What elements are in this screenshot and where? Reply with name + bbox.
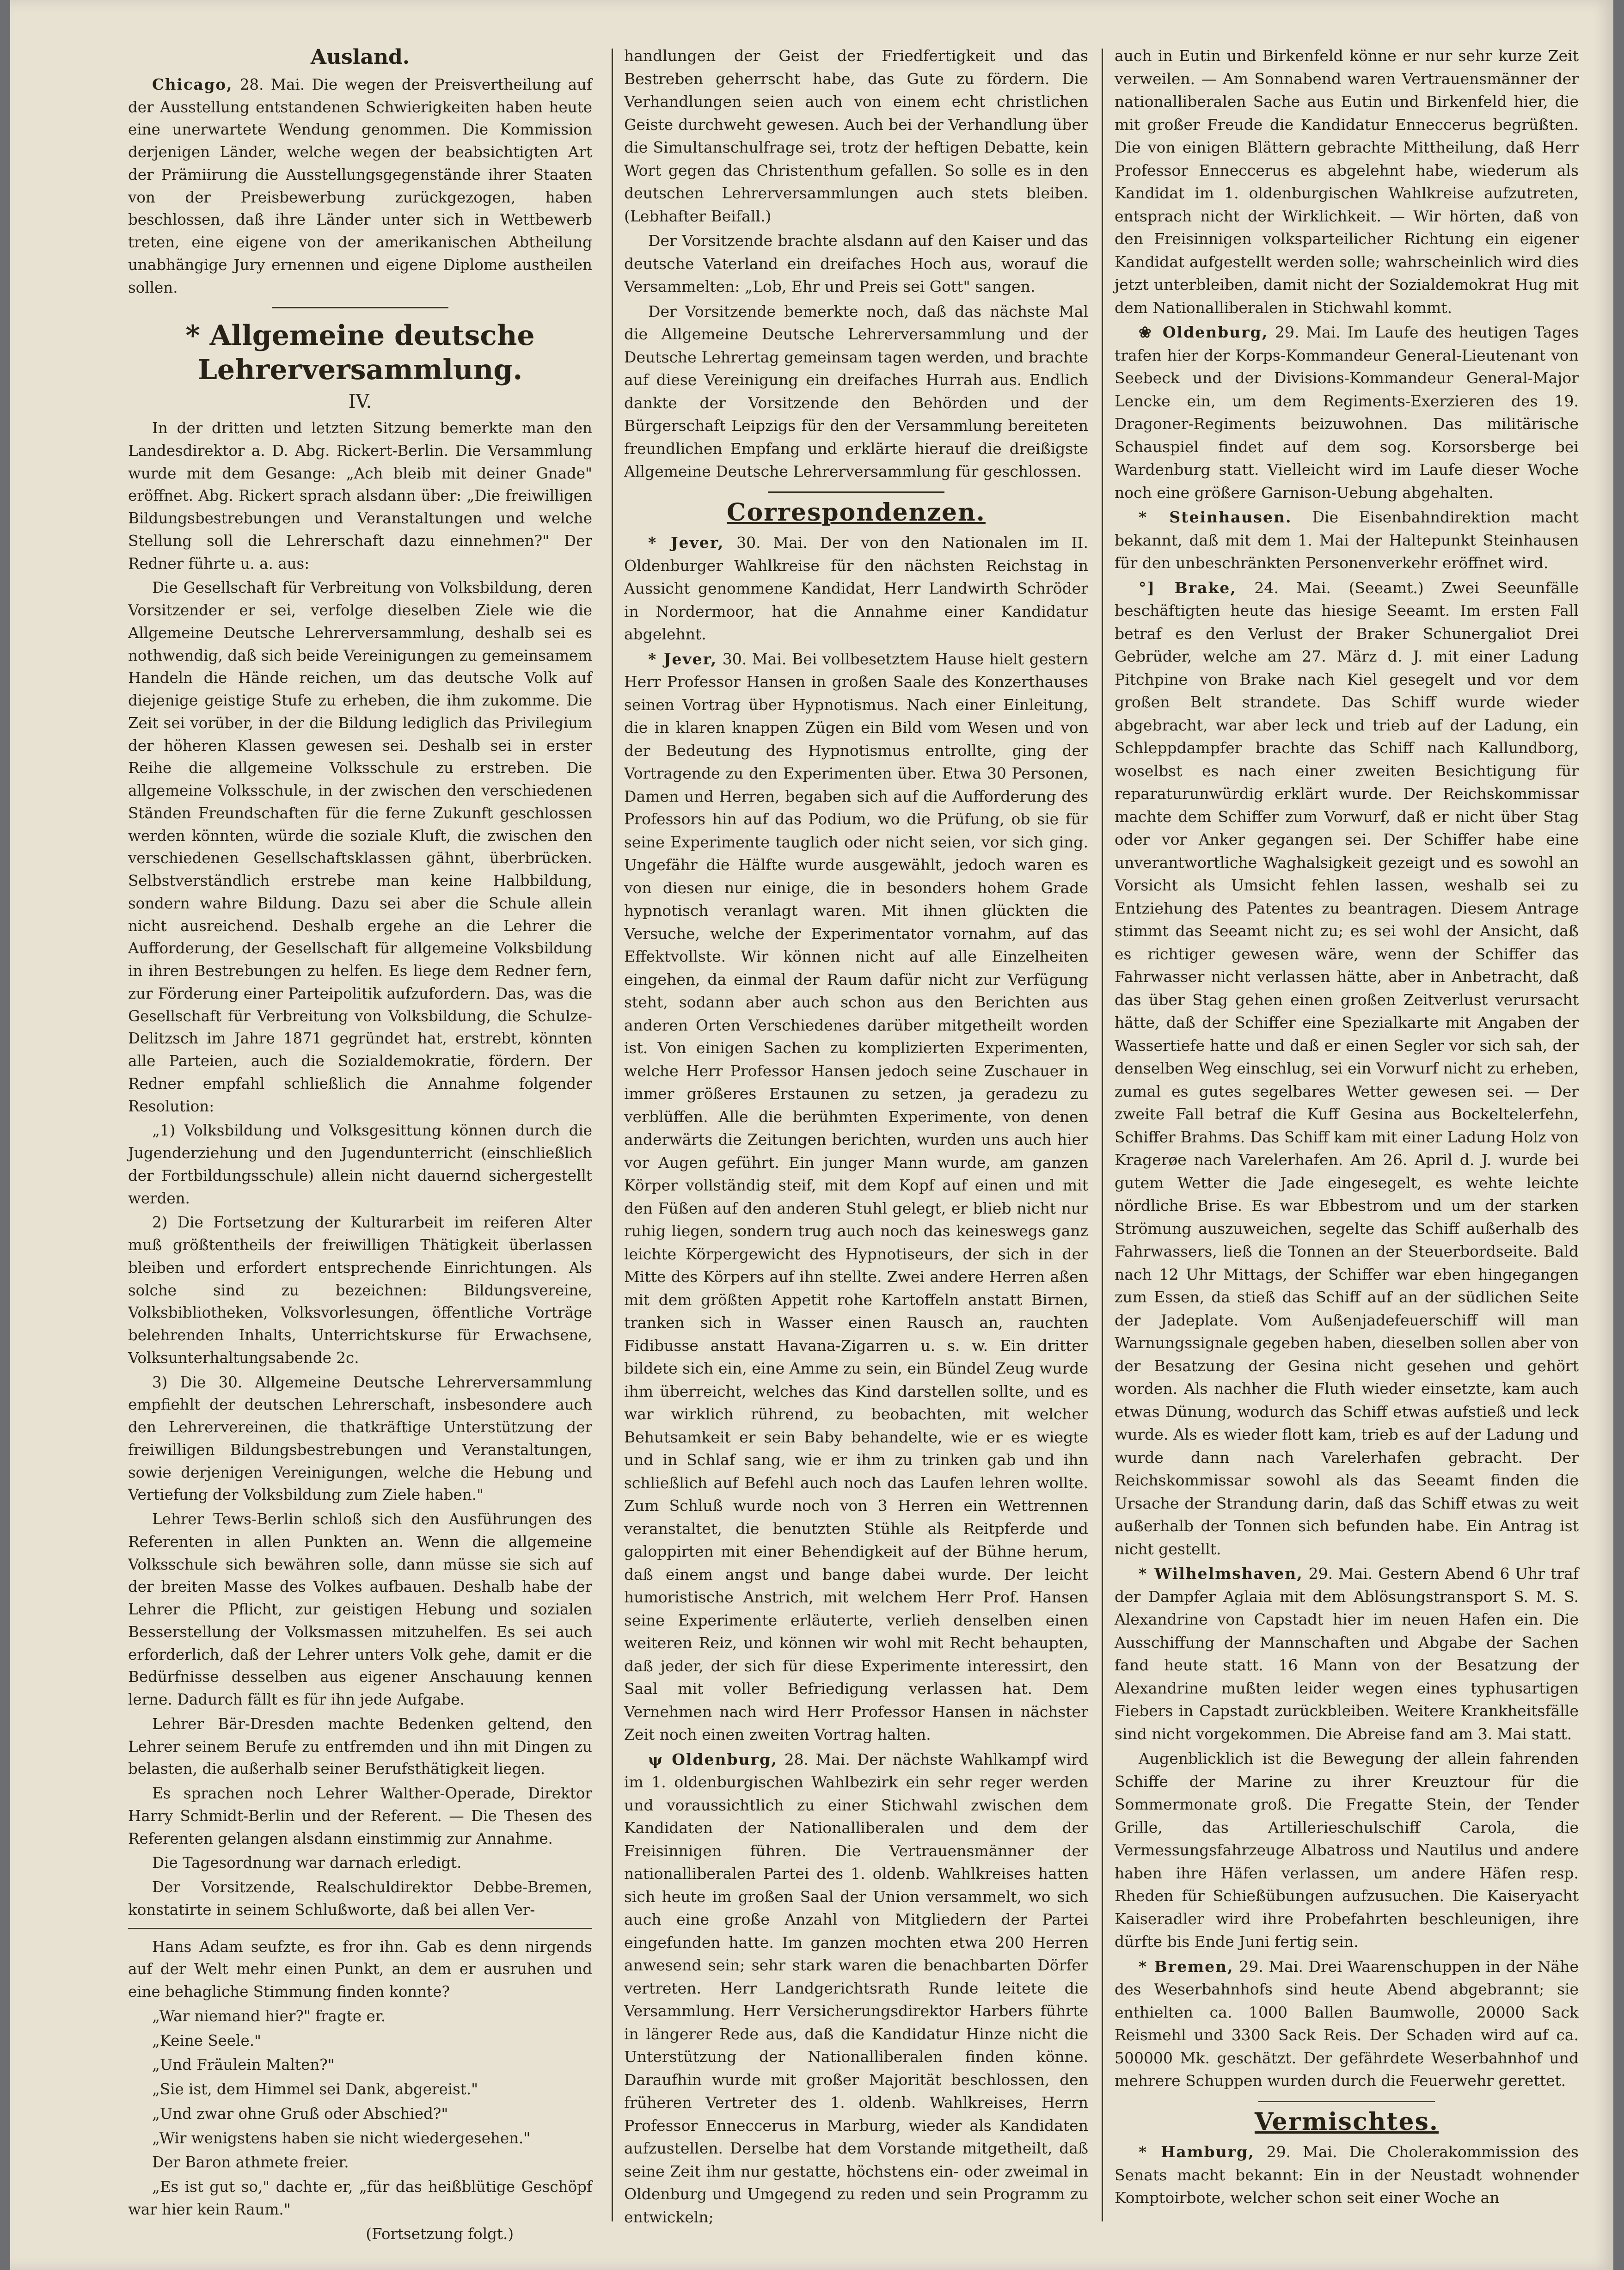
column-2 bbox=[624, 44, 1088, 2230]
divider bbox=[768, 491, 944, 493]
paragraph: Die Tagesordnung war darnach erledigt. bbox=[152, 1854, 462, 1872]
news-text: Die Eisenbahndirektion macht bekannt, daß mit dem 1. Mai der Haltepunkt Steinhausen für den unbeschränkten Personenverkehr eröffnet wird. bbox=[1115, 508, 1579, 572]
news-item bbox=[1115, 321, 1579, 504]
column-rule bbox=[1102, 49, 1103, 2221]
column-3 bbox=[1115, 44, 1579, 2211]
resolution-item: „1) Volksbildung und Volksgesittung können durch die Jugenderziehung und den Jugendunterricht (einschließlich der Fortbildungsschule) allein nicht dauernd sichergestellt werden. bbox=[128, 1122, 592, 1207]
dateline: ❀ Oldenburg, bbox=[1139, 323, 1269, 341]
article-headline: * Allgemeine deutsche Lehrerversammlung. bbox=[185, 319, 535, 387]
dateline: * Jever, bbox=[648, 650, 717, 668]
feuilleton-line: „Und zwar ohne Gruß oder Abschied?" bbox=[152, 2104, 448, 2123]
paragraph: Lehrer Bär-Dresden machte Bedenken geltend, den Lehrer seinem Berufe zu entfremden und ihn mit Dingen zu belasten, die außerhalb seiner Berufsthätigkeit liegen. bbox=[128, 1715, 592, 1778]
column-1 bbox=[128, 44, 592, 2247]
paragraph: auch in Eutin und Birkenfeld könne er nur sehr kurze Zeit verweilen. — Am Sonnabend waren Vertrauensmänner der nationalliberalen Sache aus Eutin und Birkenfeld hier, die mit großer Freude die Kandidatur Enneccerus begrüßten. Die von einigen Blättern gebrachte Mittheilung, daß Herr Professor Enneccerus es abgelehnt habe, wiederum als Kandidat im 1. oldenburgischen Wahlkreise aufzutreten, entsprach nicht der Wirklichkeit. — Wir hörten, daß von den Freisinnigen volksparteilicher Richtung ein eigener Kandidat aufgestellt werden solle; wahrscheinlich wird dies jetzt unterbleiben, damit nicht der Sozialdemokrat Hug mit dem Nationalliberalen in Stichwahl kommt. bbox=[1115, 47, 1579, 317]
news-text: 30. Mai. Bei vollbesetztem Hause hielt gestern Herr Professor Hansen in großen Saale des Konzerthauses seinen Vortrag über Hypnotismus. Nach einer Einleitung, die in klaren knappen Zügen ein Bild vom Wesen und von der Bedeutung des Hypnotismus entrollte, ging der Vortragende zu den Experimenten über. Etwa 30 Personen, Damen und Herren, begaben sich auf die Aufforderung des Professors hin auf das Podium, wo die Prüfung, ob sie für seine Experimente tauglich oder nicht seien, vor sich ging. Ungefähr die Hälfte wurde ausgewählt, jedoch waren es von diesen nur einige, die in besonders hohem Grade hypnotisch veranlagt waren. Mit ihnen glückten die Versuche, welche der Experimentator vornahm, auf das Effektvollste. Wir können nicht auf alle Einzelheiten eingehen, da einmal der Raum dafür nicht zur Verfügung steht, sodann aber auch schon aus den Berichten aus anderen Orten Verschiedenes darüber mitgetheilt worden ist. Von einigen Sachen zu komplizierten Experimenten, welche Herr Professor Hansen jedoch seine Zuschauer in immer größeres Erstaunen zu setzen, ja geradezu zu verblüffen. Alle die berühmten Experimente, von denen anderwärts die Zeitungen berichten, wurden uns auch hier vor Augen geführt. Ein junger Mann wurde, am ganzen Körper vollständig steif, mit dem Kopf auf einen und mit den Füßen auf den anderen Stuhl gelegt, er blieb nicht nur ruhig liegen, sondern trug auch noch das keineswegs ganz leichte Körpergewicht des Hypnotiseurs, der sich in der Mitte des Körpers auf ihn stellte. Zwei andere Herren aßen mit dem größten Appetit rohe Kartoffeln anstatt Birnen, tranken sich in Wasser einen Rausch an, rauchten Fidibusse anstatt Havana-Zigarren u. s. w. Ein dritter bildete sich ein, eine Amme zu sein, ein Bündel Zeug wurde ihm überreicht, welches das Kind darstellen sollte, und es war wirklich rührend, zu beobachten, mit welcher Behutsamkeit er sein Baby behandelte, wie er es wiegte und in Schlaf sang, wie er ihm zu trinken gab und ihn schließlich auf Befehl auch noch das Laufen lehren wollte. Zum Schluß wurde noch von 3 Herren ein Wettrennen veranstaltet, die benutzten Stühle als Reitpferde und galoppirten mit einer Behendigkeit auf der Bühne herum, daß einem angst und bange dabei wurde. Der leicht humoristische Anstrich, mit welchem Herr Prof. Hansen seine Experimente erläuterte, verlieh denselben einen weiteren Reiz, und können wir wohl mit Recht behaupten, daß jeder, der sich für diese Experimente interessirt, den Saal mit voller Befriedigung verlassen hat. Dem Vernehmen nach wird Herr Professor Hansen in nächster Zeit noch einen zweiten Vortrag halten. bbox=[624, 650, 1089, 1743]
news-item bbox=[128, 74, 592, 299]
paragraph: Die Gesellschaft für Verbreitung von Volksbildung, deren Vorsitzender er sei, verfolge dieselben Ziele wie die Allgemeine Deutsche Lehrerversammlung, deshalb sei es nothwendig, daß sich beide Vereinigungen zu gemeinsamem Handeln die Hände reichen, um das deutsche Volk auf diejenige geistige Stufe zu erheben, die ihm zukomme. Die Zeit sei vorüber, in der die Bildung lediglich das Privilegium der höheren Klassen gewesen sei. Deshalb sei in erster Reihe die allgemeine Volksschule zu erstreben. Die allgemeine Volksschule, in der zwischen den verschiedenen Ständen Freundschaften für die ferne Zukunft geschlossen werden könnten, würde die soziale Kluft, die zwischen den verschiedenen Gesellschaftsklassen gähnt, überbrücken. Selbstverständlich erstrebe man keine Halbbildung, sondern wahre Bildung. Dazu sei aber die Schule allein nicht ausreichend. Deshalb ergehe an die Lehrer die Aufforderung, der Gesellschaft für allgemeine Volksbildung in ihren Bestrebungen zu helfen. Es liege dem Redner fern, zur Förderung einer Parteipolitik aufzufordern. Das, was die Gesellschaft für Verbreitung von Volksbildung, die Schulze-Delitzsch im Jahre 1871 gegründet hat, erstrebt, könnten alle Parteien, auch die Sozialdemokratie, fördern. Der Redner empfahl schließlich die Annahme folgender Resolution: bbox=[128, 579, 592, 1115]
news-item bbox=[1115, 577, 1579, 1561]
news-text: 30. Mai. Der von den Nationalen im II. Oldenburger Wahlkreise für den nächsten Reichstag in Aussicht genommene Kandidat, Herr Landwirth Schröder in Nordermoor, hat die Annahme einer Kandidatur abgelehnt. bbox=[624, 534, 1089, 643]
paragraph: handlungen der Geist der Friedfertigkeit und das Bestreben geherrscht habe, das Gute zu fördern. Die Verhandlungen seien auch von einem echt christlichen Geiste durchweht gewesen. Auch bei der Verhandlung über die Simultanschulfrage sei, trotz der heftigen Debatte, kein Wort gegen das Christenthum gefallen. So solle es in den deutschen Lehrerversammlungen auch stets bleiben. (Lebhafter Beifall.) bbox=[624, 47, 1088, 225]
paragraph: Der Vorsitzende bemerkte noch, daß das nächste Mal die Allgemeine Deutsche Lehrerversammlung und der Deutsche Lehrertag gemeinsam tagen werden, und brachte auf diese Vereinigung ein dreifaches Hurrah aus. Endlich dankte der Vorsitzende den Behörden und der Bürgerschaft Leipzigs für den der Versammlung bereiteten freundlichen Empfang und erklärte hierauf die dreißigste Allgemeine Deutsche Lehrerversammlung für geschlossen. bbox=[624, 302, 1088, 480]
news-text: 29. Mai. Drei Waarenschuppen in der Nähe des Weserbahnhofs sind heute Abend abgebrannt; sie enthielten ca. 1000 Ballen Baumwolle, 20000 Sack Reismehl und 3300 Sack Reis. Der Schaden wird auf ca. 500000 Mk. geschätzt. Der gefährdete Weserbahnhof und mehrere Schuppen wurden durch die Feuerwehr gerettet. bbox=[1115, 1957, 1579, 2090]
paragraph: Der Vorsitzende brachte alsdann auf den Kaiser und das deutsche Vaterland ein dreifaches Hoch aus, worauf die Versammelten: „Lob, Ehr und Preis sei Gott" sangen. bbox=[624, 232, 1088, 295]
part-number: IV. bbox=[348, 391, 372, 413]
section-heading: Ausland. bbox=[310, 45, 410, 69]
dateline: * Jever, bbox=[648, 534, 724, 552]
divider bbox=[272, 307, 448, 308]
news-text: 28. Mai. Der nächste Wahlkampf wird im 1. oldenburgischen Wahlbezirk ein sehr reger werden und voraussichtlich zu einer Stichwahl zwischen dem Kandidaten der Nationalliberalen und dem der Freisinnigen führen. Die Vertrauensmänner der nationalliberalen Partei des 1. oldenb. Wahlkreises hatten sich heute im großen Saal der Union versammelt, wo sich auch eine große Anzahl von Mitgliedern der Partei eingefunden hatte. Im ganzen mochten etwa 200 Herren anwesend sein; sehr stark waren die benachbarten Dörfer vertreten. Herr Landgerichtsrath Runde leitete die Versammlung. Herr Versicherungsdirektor Harbers führte in längerer Rede aus, daß die Kandidatur Hinze nicht die Unterstützung der Nationalliberalen finden könne. Daraufhin wurde mit großer Majorität beschlossen, den früheren Vertreter des 1. oldenb. Wahlkreises, Herrn Professor Enneccerus in Marburg, wieder als Kandidaten aufzustellen. Derselbe hat dem Vorstande mitgetheilt, daß seine Zeit ihm nur gestatte, höchstens ein- oder zweimal in Oldenburg und Umgegend zu reden und sein Programm zu entwickeln; bbox=[624, 1750, 1088, 2226]
section-heading: Correspondenzen. bbox=[727, 498, 986, 527]
feuilleton-paragraph: Hans Adam seufzte, es fror ihn. Gab es denn nirgends auf der Welt mehr einen Punkt, an dem er ausruhen und eine behagliche Stimmung finden konnte? bbox=[128, 1938, 592, 2000]
newspaper-page bbox=[10, 0, 1613, 2270]
news-item bbox=[624, 531, 1088, 646]
news-item bbox=[624, 648, 1088, 1746]
paragraph: In der dritten und letzten Sitzung bemerkte man den Landesdirektor a. D. Abg. Rickert-Berlin. Die Versammlung wurde mit dem Gesange: „Ach bleib mit deiner Gnade" eröffnet. Abg. Rickert sprach alsdann über: „Die freiwilligen Bildungsbestrebungen und Veranstaltungen und welche Stellung soll die Lehrerschaft dazu einnehmen?" Der Redner führte u. a. aus: bbox=[128, 419, 592, 572]
feuilleton-line: „Und Fräulein Malten?" bbox=[152, 2056, 335, 2074]
dateline: ψ Oldenburg, bbox=[648, 1750, 778, 1768]
news-text: 29. Mai. Im Laufe des heutigen Tages trafen hier der Korps-Kommandeur General-Lieutenant von Seebeck und der Divisions-Kommandeur General-Major Lencke ein, um dem Regiments-Exerzieren des 19. Dragoner-Regiments beizuwohnen. Das militärische Schauspiel findet auf dem sog. Korsorsberge bei Wardenburg statt. Vielleicht wird im Laufe dieser Woche noch eine größere Garnison-Uebung abgehalten. bbox=[1115, 323, 1579, 502]
feuilleton-line: „Es ist gut so," dachte er, „für das heißblütige Geschöpf war hier kein Raum." bbox=[128, 2178, 592, 2218]
feuilleton-divider bbox=[128, 1928, 592, 1929]
feuilleton-line: Der Baron athmete freier. bbox=[152, 2153, 349, 2172]
news-item bbox=[1115, 506, 1579, 575]
news-text: 29. Mai. Die Cholerakommission des Senats macht bekannt: Ein in der Neustadt wohnender Komptoirbote, welcher schon seit einer Woche an bbox=[1115, 2143, 1579, 2207]
news-text: 28. Mai. Die wegen der Preisvertheilung auf der Ausstellung entstandenen Schwierigkeiten haben heute eine unerwartete Wendung genommen. Die Kommission derjenigen Länder, welche wegen der beabsichtigten Art der Prämiirung die Ausstellungsgegenstände ihrer Staaten von der Preisbewerbung zurückgezogen, haben beschlossen, daß ihre Länder unter sich in Wettbewerb treten, eine eigene von der amerikanischen Abtheilung unabhängige Jury ernennen und eigene Diplome austheilen sollen. bbox=[128, 75, 592, 296]
continuation-note: (Fortsetzung folgt.) bbox=[366, 2225, 514, 2243]
news-item bbox=[624, 1748, 1088, 2229]
divider bbox=[1258, 2101, 1435, 2102]
feuilleton-line: „Keine Seele." bbox=[152, 2031, 262, 2049]
dateline: °] Brake, bbox=[1139, 578, 1237, 597]
resolution-item: 2) Die Fortsetzung der Kulturarbeit im reiferen Alter muß größtentheils der freiwilligen Thätigkeit überlassen bleiben und erfordert entsprechende Einrichtungen. Als solche sind zu bezeichnen: Bildungsvereine, Volksbibliotheken, Volksvorlesungen, öffentliche Vorträge belehrenden Inhalts, Unterrichtskurse für Erwachsene, Volksunterhaltungsabende 2c. bbox=[128, 1214, 592, 1367]
paragraph: Augenblicklich ist die Bewegung der allein fahrenden Schiffe der Marine zu ihrer Kreuztour für die Sommermonate groß. Die Fregatte Stein, der Tender Grille, das Artillerieschulschiff Carola, die Vermessungsfahrzeuge Albatross und Nautilus und andere haben ihre Häfen verlassen, um andere Häfen resp. Rheden für Schießübungen aufzusuchen. Die Kaiseryacht Kaiseradler wird ihre Probefahrten beschleunigen, ihre dürfte bis Ende Juni fertig sein. bbox=[1115, 1749, 1579, 1951]
dateline: * Steinhausen. bbox=[1139, 508, 1292, 526]
column-rule bbox=[612, 49, 613, 2221]
news-item bbox=[1115, 1562, 1579, 1745]
dateline: * Wilhelmshaven, bbox=[1139, 1564, 1303, 1583]
section-heading: Vermischtes. bbox=[1254, 2107, 1439, 2136]
news-item bbox=[1115, 2141, 1579, 2209]
resolution-item: 3) Die 30. Allgemeine Deutsche Lehrerversammlung empfiehlt der deutschen Lehrerschaft, insbesondere auch den Lehrervereinen, die thatkräftige Unterstützung der freiwilligen Bildungsbestrebungen und Veranstaltungen, sowie derjenigen Vereinigungen, welche die Hebung und Vertiefung der Volksbildung zum Ziele haben." bbox=[128, 1373, 592, 1504]
paragraph: Der Vorsitzende, Realschuldirektor Debbe-Bremen, konstatirte in seinem Schlußworte, daß bei allen Ver- bbox=[128, 1878, 592, 1919]
news-item bbox=[1115, 1955, 1579, 2092]
feuilleton-line: „Wir wenigstens haben sie nicht wiedergesehen." bbox=[152, 2129, 531, 2147]
news-text: 24. Mai. (Seeamt.) Zwei Seeunfälle beschäftigten heute das hiesige Seeamt. Im ersten Fall betraf es den Verlust der Braker Schunergaliot Drei Gebrüder, welche am 27. März d. J. mit einer Ladung Pitchpine von Brake nach Kiel gesegelt und vor dem großen Belt strandete. Das Schiff wurde wieder abgebracht, war aber leck und trieb auf der Ladung, ein Schleppdampfer brachte das Schiff nach Kallundborg, woselbst es nach einer zweiten Besichtigung für reparaturunwürdig erklärt wurde. Der Reichskommissar machte dem Schiffer zum Vorwurf, daß er nicht über Stag oder vor Anker gegangen sei. Der Schiffer habe eine unverantwortliche Waghalsigkeit gezeigt und es sowohl an Vorsicht als Umsicht fehlen lassen, weshalb sei zu Entziehung des Patentes zu beantragen. Diesem Antrage stimmt das Seeamt nicht zu; es sei wohl der Ansicht, daß es richtiger gewesen wäre, wenn der Schiffer das Fahrwasser nicht verlassen hätte, aber in Anbetracht, daß das über Stag gehen einen großen Zeitverlust verursacht hätte, daß der Schiffer eine Spezialkarte mit Angaben der Wassertiefe hatte und daß er einen Segler vor sich sah, der denselben Weg einschlug, sei ein Vorwurf nicht zu erheben, zumal es gutes segelbares Wetter gewesen sei. — Der zweite Fall betraf die Kuff Gesina aus Bockeltelerfehn, Schiffer Brahms. Das Schiff kam mit einer Ladung Holz von Kragerøe nach Varelerhafen. Am 26. April d. J. wurde bei gutem Wetter die Jade eingesegelt, es wehte leichte nördliche Brise. Es war Ebbestrom und um der starken Strömung auszuweichen, segelte das Schiff außerhalb des Fahrwassers, ließ die Tonnen an der Steuerbordseite. Bald nach 12 Uhr Mittags, der Schiffer war eben hingegangen zum Essen, da stieß das Schiff auf an der südlichen Seite der Jadeplate. Vom Außenjadefeuerschiff will man Warnungssignale gegeben haben, dieselben sollen aber von der Besatzung der Gesina nicht gesehen und gehört worden. Als nachher die Fluth wieder einsetzte, kam auch etwas Dünung, wodurch das Schiff etwas aufstieß und leck wurde. Als es wieder flott kam, trieb es auf der Ladung und wurde dann nach Varelerhafen gebracht. Der Reichskommissar sowohl als das Seeamt finden die Ursache der Strandung darin, daß das Schiff etwas zu weit außerhalb der Tonnen sich befunden habe. Ein Antrag ist nicht gestellt. bbox=[1115, 578, 1579, 1558]
feuilleton-line: „Sie ist, dem Himmel sei Dank, abgereist." bbox=[152, 2080, 478, 2098]
dateline: * Bremen, bbox=[1139, 1957, 1234, 1976]
paragraph: Es sprachen noch Lehrer Walther-Operade, Direktor Harry Schmidt-Berlin und der Referent. — Die Thesen des Referenten gelangen alsdann einstimmig zur Annahme. bbox=[128, 1785, 592, 1847]
paragraph: Lehrer Tews-Berlin schloß sich den Ausführungen des Referenten in allen Punkten an. Wenn die allgemeine Volksschule sich bewähren solle, dann müsse sie sich auf der breiten Masse des Volkes aufbauen. Deshalb habe der Lehrer die Pflicht, zur geistigen Hebung und sozialen Besserstellung der Volksmassen mitzuhelfen. Es sei auch erforderlich, daß der Lehrer unters Volk gehe, damit er die Bedürfnisse desselben aus eigener Anschauung kennen lerne. Dadurch fällt es für ihn jede Aufgabe. bbox=[128, 1510, 592, 1708]
dateline: Chicago, bbox=[152, 75, 233, 93]
dateline: * Hamburg, bbox=[1139, 2143, 1255, 2161]
feuilleton-line: „War niemand hier?" fragte er. bbox=[152, 2007, 386, 2025]
news-text: 29. Mai. Gestern Abend 6 Uhr traf der Dampfer Aglaia mit dem Ablösungstransport S. M. S. Alexandrine von Capstadt hier im neuen Hafen ein. Die Ausschiffung der Mannschaften und Abgabe der Sachen fand heute statt. 16 Mann von der Besatzung der Alexandrine mußten leider wegen eines typhusartigen Fiebers in Capstadt zurückbleiben. Weitere Krankheitsfälle sind nicht vorgekommen. Die Abreise fand am 3. Mai statt. bbox=[1115, 1564, 1579, 1743]
